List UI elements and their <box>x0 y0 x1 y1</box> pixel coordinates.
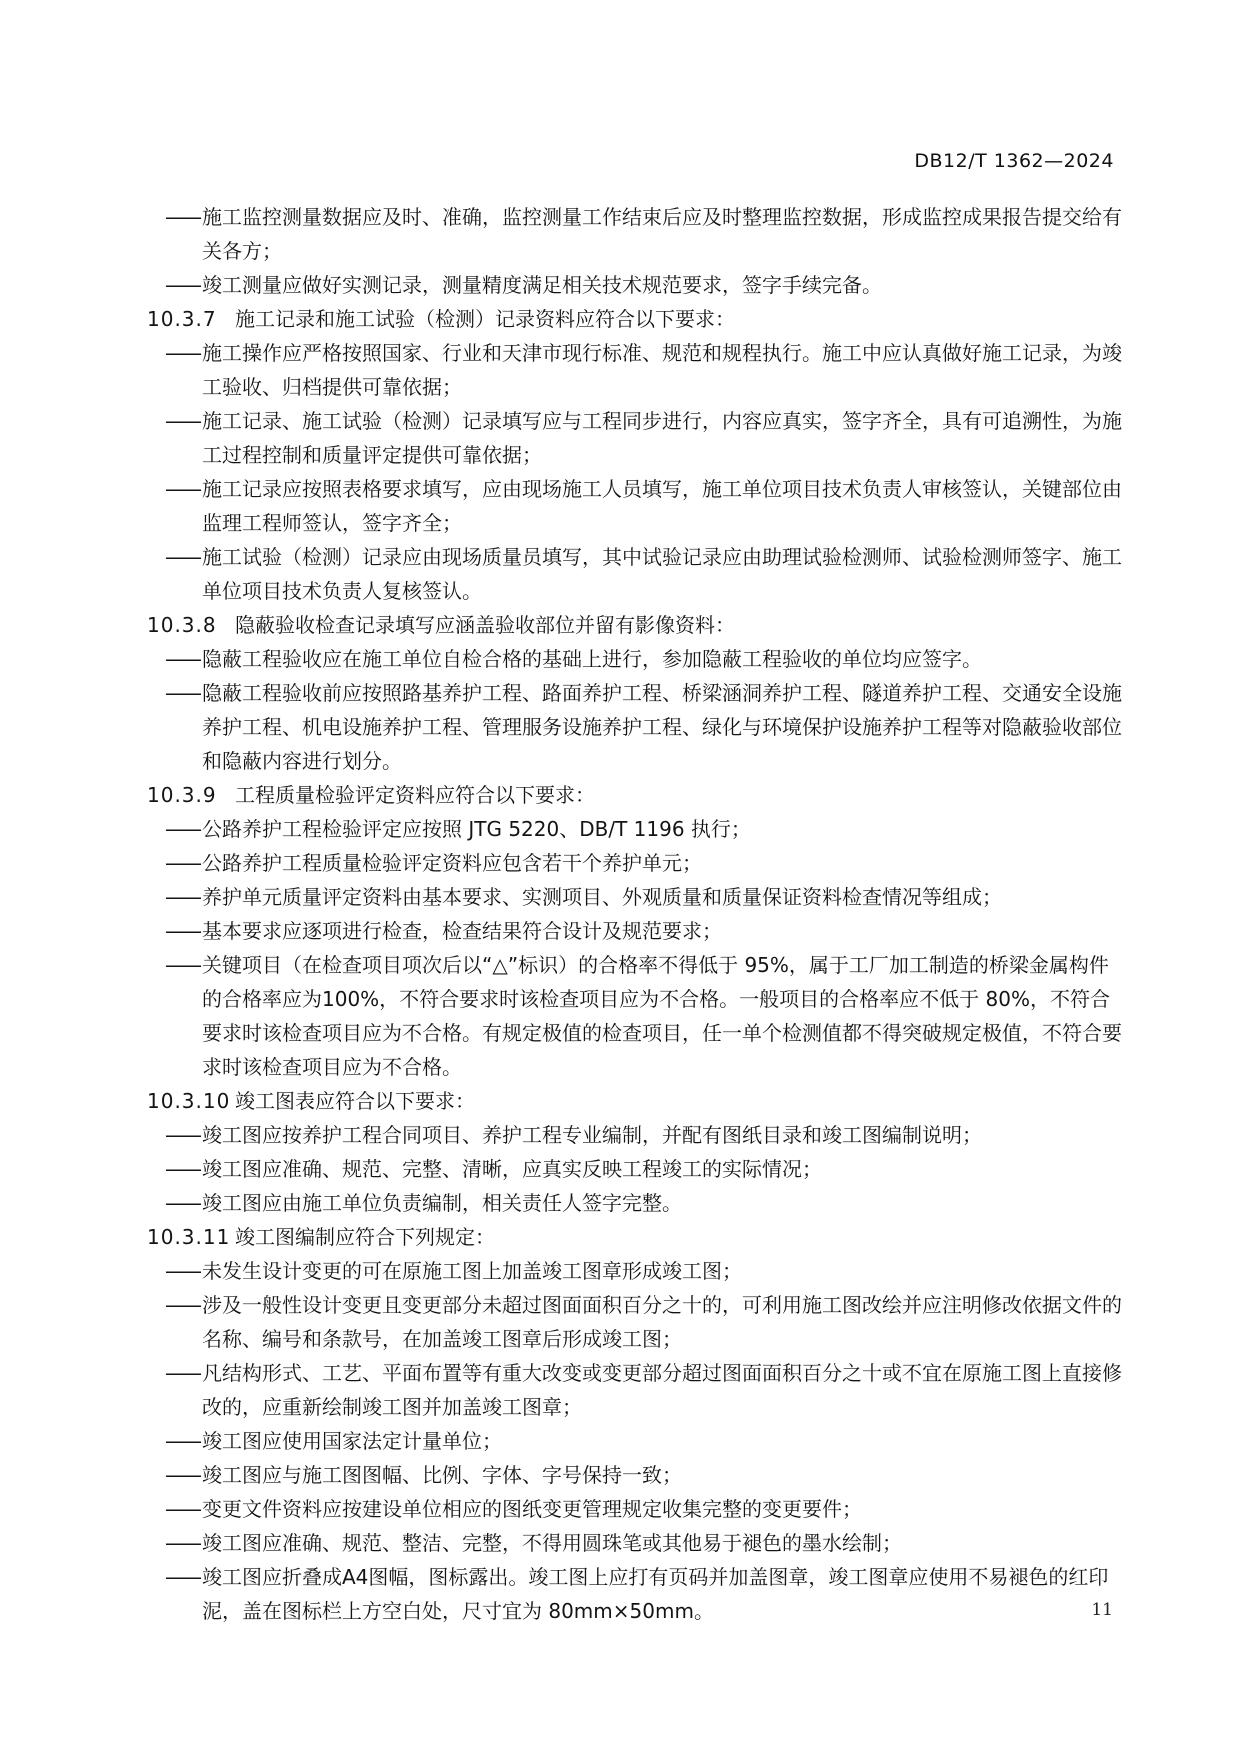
list-item: —— 施工监控测量数据应及时、准确，监控测量工作结束后应及时整理监控数据，形成监控成果报告提交给有关各方； <box>147 200 1127 268</box>
list-item: —— 涉及一般性设计变更且变更部分未超过图面面积百分之十的，可利用施工图改绘并应注明修改依据文件的名称、编号和条款号，在加盖竣工图章后形成竣工图； <box>147 1288 1127 1356</box>
clause-text: 竣工图编制应符合下列规定： <box>235 1225 495 1249</box>
document-body <box>147 200 1127 1628</box>
list-item: —— 竣工图应准确、规范、整洁、完整，不得用圆珠笔或其他易于褪色的墨水绘制； <box>147 1526 1127 1560</box>
list-item: —— 公路养护工程质量检验评定资料应包含若干个养护单元； <box>147 846 1127 880</box>
list-item: —— 竣工图应折叠成A4图幅，图标露出。竣工图上应打有页码并加盖图章，竣工图章应使用不易褪色的红印泥，盖在图标栏上方空白处，尺寸宜为 80mm×50mm。 <box>147 1560 1127 1628</box>
clause-number: 10.3.11 <box>147 1225 231 1249</box>
clause-number: 10.3.9 <box>147 783 217 807</box>
clause-heading <box>147 778 1127 812</box>
list-item: —— 施工操作应严格按照国家、行业和天津市现行标准、规范和规程执行。施工中应认真做好施工记录，为竣工验收、归档提供可靠依据； <box>147 336 1127 404</box>
clause-number: 10.3.7 <box>147 307 217 331</box>
list-item: —— 施工试验（检测）记录应由现场质量员填写，其中试验记录应由助理试验检测师、试验检测师签字、施工单位项目技术负责人复核签认。 <box>147 540 1127 608</box>
clause-text: 施工记录和施工试验（检测）记录资料应符合以下要求： <box>235 307 735 331</box>
clause-number: 10.3.8 <box>147 613 217 637</box>
list-item: —— 竣工测量应做好实测记录，测量精度满足相关技术规范要求，签字手续完备。 <box>147 268 1127 302</box>
clause-heading <box>147 302 1127 336</box>
list-item: —— 未发生设计变更的可在原施工图上加盖竣工图章形成竣工图； <box>147 1254 1127 1288</box>
list-item: —— 凡结构形式、工艺、平面布置等有重大改变或变更部分超过图面面积百分之十或不宜在原施工图上直接修改的，应重新绘制竣工图并加盖竣工图章； <box>147 1356 1127 1424</box>
list-item: —— 竣工图应由施工单位负责编制，相关责任人签字完整。 <box>147 1186 1127 1220</box>
list-item: —— 隐蔽工程验收应在施工单位自检合格的基础上进行，参加隐蔽工程验收的单位均应签字。 <box>147 642 1127 676</box>
clause-number: 10.3.10 <box>147 1089 231 1113</box>
clause-text: 竣工图表应符合以下要求： <box>235 1089 475 1113</box>
list-item: —— 关键项目（在检查项目项次后以“△”标识）的合格率不得低于 95%，属于工厂加工制造的桥梁金属构件的合格率应为100%，不符合要求时该检查项目应为不合格。一般项目的合格率应不低于 80%，不符合要求时该检查项目应为不合格。有规定极值的检查项目，任一单个检测值都不得突破规定极值，不符合要求时该检查项目应为不合格。 <box>147 948 1127 1084</box>
clause-heading <box>147 608 1127 642</box>
list-item: —— 竣工图应与施工图图幅、比例、字体、字号保持一致； <box>147 1458 1127 1492</box>
list-item: —— 公路养护工程检验评定应按照 JTG 5220、DB/T 1196 执行； <box>147 812 1127 846</box>
page-number: 11 <box>1091 1600 1113 1620</box>
document-id: DB12/T 1362—2024 <box>914 150 1114 172</box>
clause-text: 隐蔽验收检查记录填写应涵盖验收部位并留有影像资料： <box>235 613 735 637</box>
list-item: —— 施工记录应按照表格要求填写，应由现场施工人员填写，施工单位项目技术负责人审核签认，关键部位由监理工程师签认，签字齐全； <box>147 472 1127 540</box>
list-item: —— 竣工图应使用国家法定计量单位； <box>147 1424 1127 1458</box>
list-item: —— 养护单元质量评定资料由基本要求、实测项目、外观质量和质量保证资料检查情况等组成； <box>147 880 1127 914</box>
list-item: —— 施工记录、施工试验（检测）记录填写应与工程同步进行，内容应真实，签字齐全，具有可追溯性，为施工过程控制和质量评定提供可靠依据； <box>147 404 1127 472</box>
clause-text: 工程质量检验评定资料应符合以下要求： <box>235 783 595 807</box>
clause-heading <box>147 1084 1127 1118</box>
list-item: —— 竣工图应准确、规范、完整、清晰，应真实反映工程竣工的实际情况； <box>147 1152 1127 1186</box>
list-item: —— 隐蔽工程验收前应按照路基养护工程、路面养护工程、桥梁涵洞养护工程、隧道养护工程、交通安全设施养护工程、机电设施养护工程、管理服务设施养护工程、绿化与环境保护设施养护工程等对隐蔽验收部位和隐蔽内容进行划分。 <box>147 676 1127 778</box>
list-item: —— 基本要求应逐项进行检查，检查结果符合设计及规范要求； <box>147 914 1127 948</box>
list-item: —— 变更文件资料应按建设单位相应的图纸变更管理规定收集完整的变更要件； <box>147 1492 1127 1526</box>
clause-heading <box>147 1220 1127 1254</box>
list-item: —— 竣工图应按养护工程合同项目、养护工程专业编制，并配有图纸目录和竣工图编制说明； <box>147 1118 1127 1152</box>
